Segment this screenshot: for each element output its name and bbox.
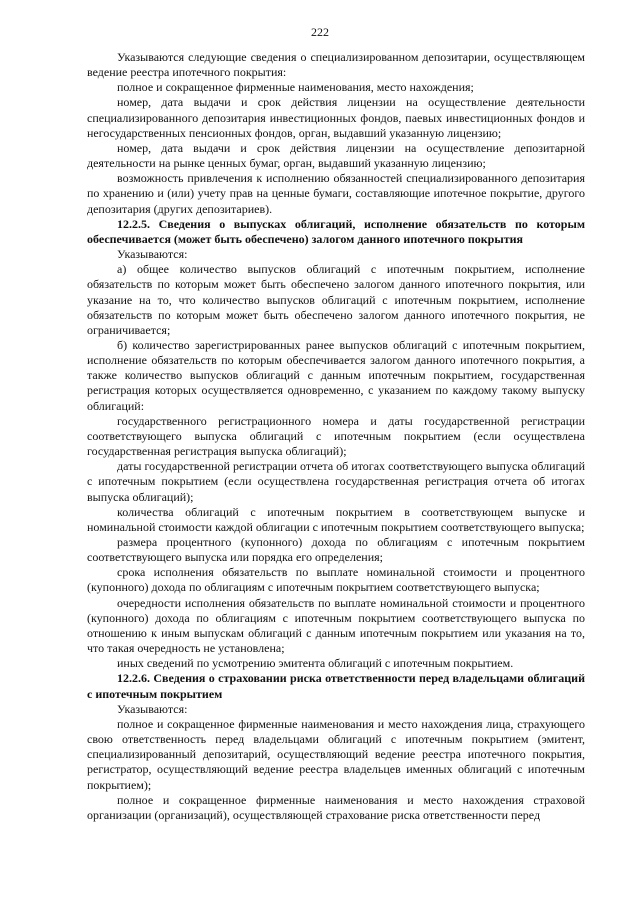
paragraph: полное и сокращенное фирменные наименования и место нахождения лица, страхующего свою ответственность перед владельцами облигаций с ипотечным покрытием (эмитент, специализированный депозитарий, осуществляющий ведение реестра ипотечного покрытия, регистратор, осуществляющий ведение реестра владельцев именных облигаций с ипотечным покрытием); [87, 716, 585, 792]
paragraph: Указываются следующие сведения о специализированном депозитарии, осуществляющем ведение реестра ипотечного покрытия: [87, 50, 585, 80]
document-body [87, 50, 585, 823]
paragraph: Указываются: [117, 247, 188, 262]
paragraph: государственного регистрационного номера и даты государственной регистрации соответствующего выпуска облигаций с ипотечным покрытием (если осуществлена государственная регистрация выпуска облигаций); [87, 413, 585, 459]
paragraph: иных сведений по усмотрению эмитента облигаций с ипотечным покрытием. [117, 656, 514, 671]
paragraph: очередности исполнения обязательств по выплате номинальной стоимости и процентного (купонного) дохода по облигациям с ипотечным покрытием соответствующего выпуска по отношению к иным выпускам облигаций с данным ипотечным покрытием или указания на то, что такая очередность не установлена; [87, 595, 585, 656]
paragraph: срока исполнения обязательств по выплате номинальной стоимости и процентного (купонного) дохода по облигациям с ипотечным покрытием соответствующего выпуска; [87, 565, 585, 595]
page-number: 222 [311, 25, 329, 39]
section-heading-12-2-6: 12.2.6. Сведения о страховании риска ответственности перед владельцами облигаций с ипотечным покрытием [87, 671, 585, 701]
paragraph: а) общее количество выпусков облигаций с ипотечным покрытием, исполнение обязательств по которым может быть обеспечено залогом данного ипотечного покрытия, или указание на то, что количество выпусков облигаций с ипотечным покрытием, исполнение обязательств по которым может быть обеспечено залогом данного ипотечного покрытия, не ограничивается; [87, 262, 585, 337]
section-heading-12-2-5: 12.2.5. Сведения о выпусках облигаций, исполнение обязательств по которым обеспечивается (может быть обеспечено) залогом данного ипотечного покрытия [87, 216, 585, 246]
paragraph: полное и сокращенное фирменные наименования и место нахождения страховой организации (организаций), осуществляющей страхование риска ответственности перед [87, 792, 585, 822]
paragraph: Указываются: [117, 701, 188, 716]
paragraph: номер, дата выдачи и срок действия лицензии на осуществление деятельности специализированного депозитария инвестиционных фондов, паевых инвестиционных фондов и негосударственных пенсионных фондов, орган, выдавший указанную лицензию; [87, 95, 585, 140]
paragraph: возможность привлечения к исполнению обязанностей специализированного депозитария по хранению и (или) учету прав на ценные бумаги, составляющие ипотечное покрытие, другого депозитария (других депозитариев). [87, 171, 585, 216]
paragraph: количества облигаций с ипотечным покрытием в соответствующем выпуске и номинальной стоимости каждой облигации с ипотечным покрытием соответствующего выпуска; [87, 504, 585, 534]
paragraph: даты государственной регистрации отчета об итогах соответствующего выпуска облигаций с ипотечным покрытием (если осуществлена государственная регистрация отчета об итогах выпуска облигаций); [87, 459, 585, 504]
paragraph: полное и сокращенное фирменные наименования, место нахождения; [117, 80, 474, 95]
paragraph: размера процентного (купонного) дохода по облигациям с ипотечным покрытием соответствующего выпуска или порядка его определения; [87, 535, 585, 565]
paragraph: б) количество зарегистрированных ранее выпусков облигаций с ипотечным покрытием, исполнение обязательств по которым обеспечивается залогом данного ипотечного покрытия, а также количество выпусков облигаций с данным ипотечным покрытием, государственная регистрация которых осуществляется одновременно, с указанием по каждому такому выпуску облигаций: [87, 337, 585, 413]
paragraph: номер, дата выдачи и срок действия лицензии на осуществление депозитарной деятельности на рынке ценных бумаг, орган, выдавший указанную лицензию; [87, 140, 585, 171]
